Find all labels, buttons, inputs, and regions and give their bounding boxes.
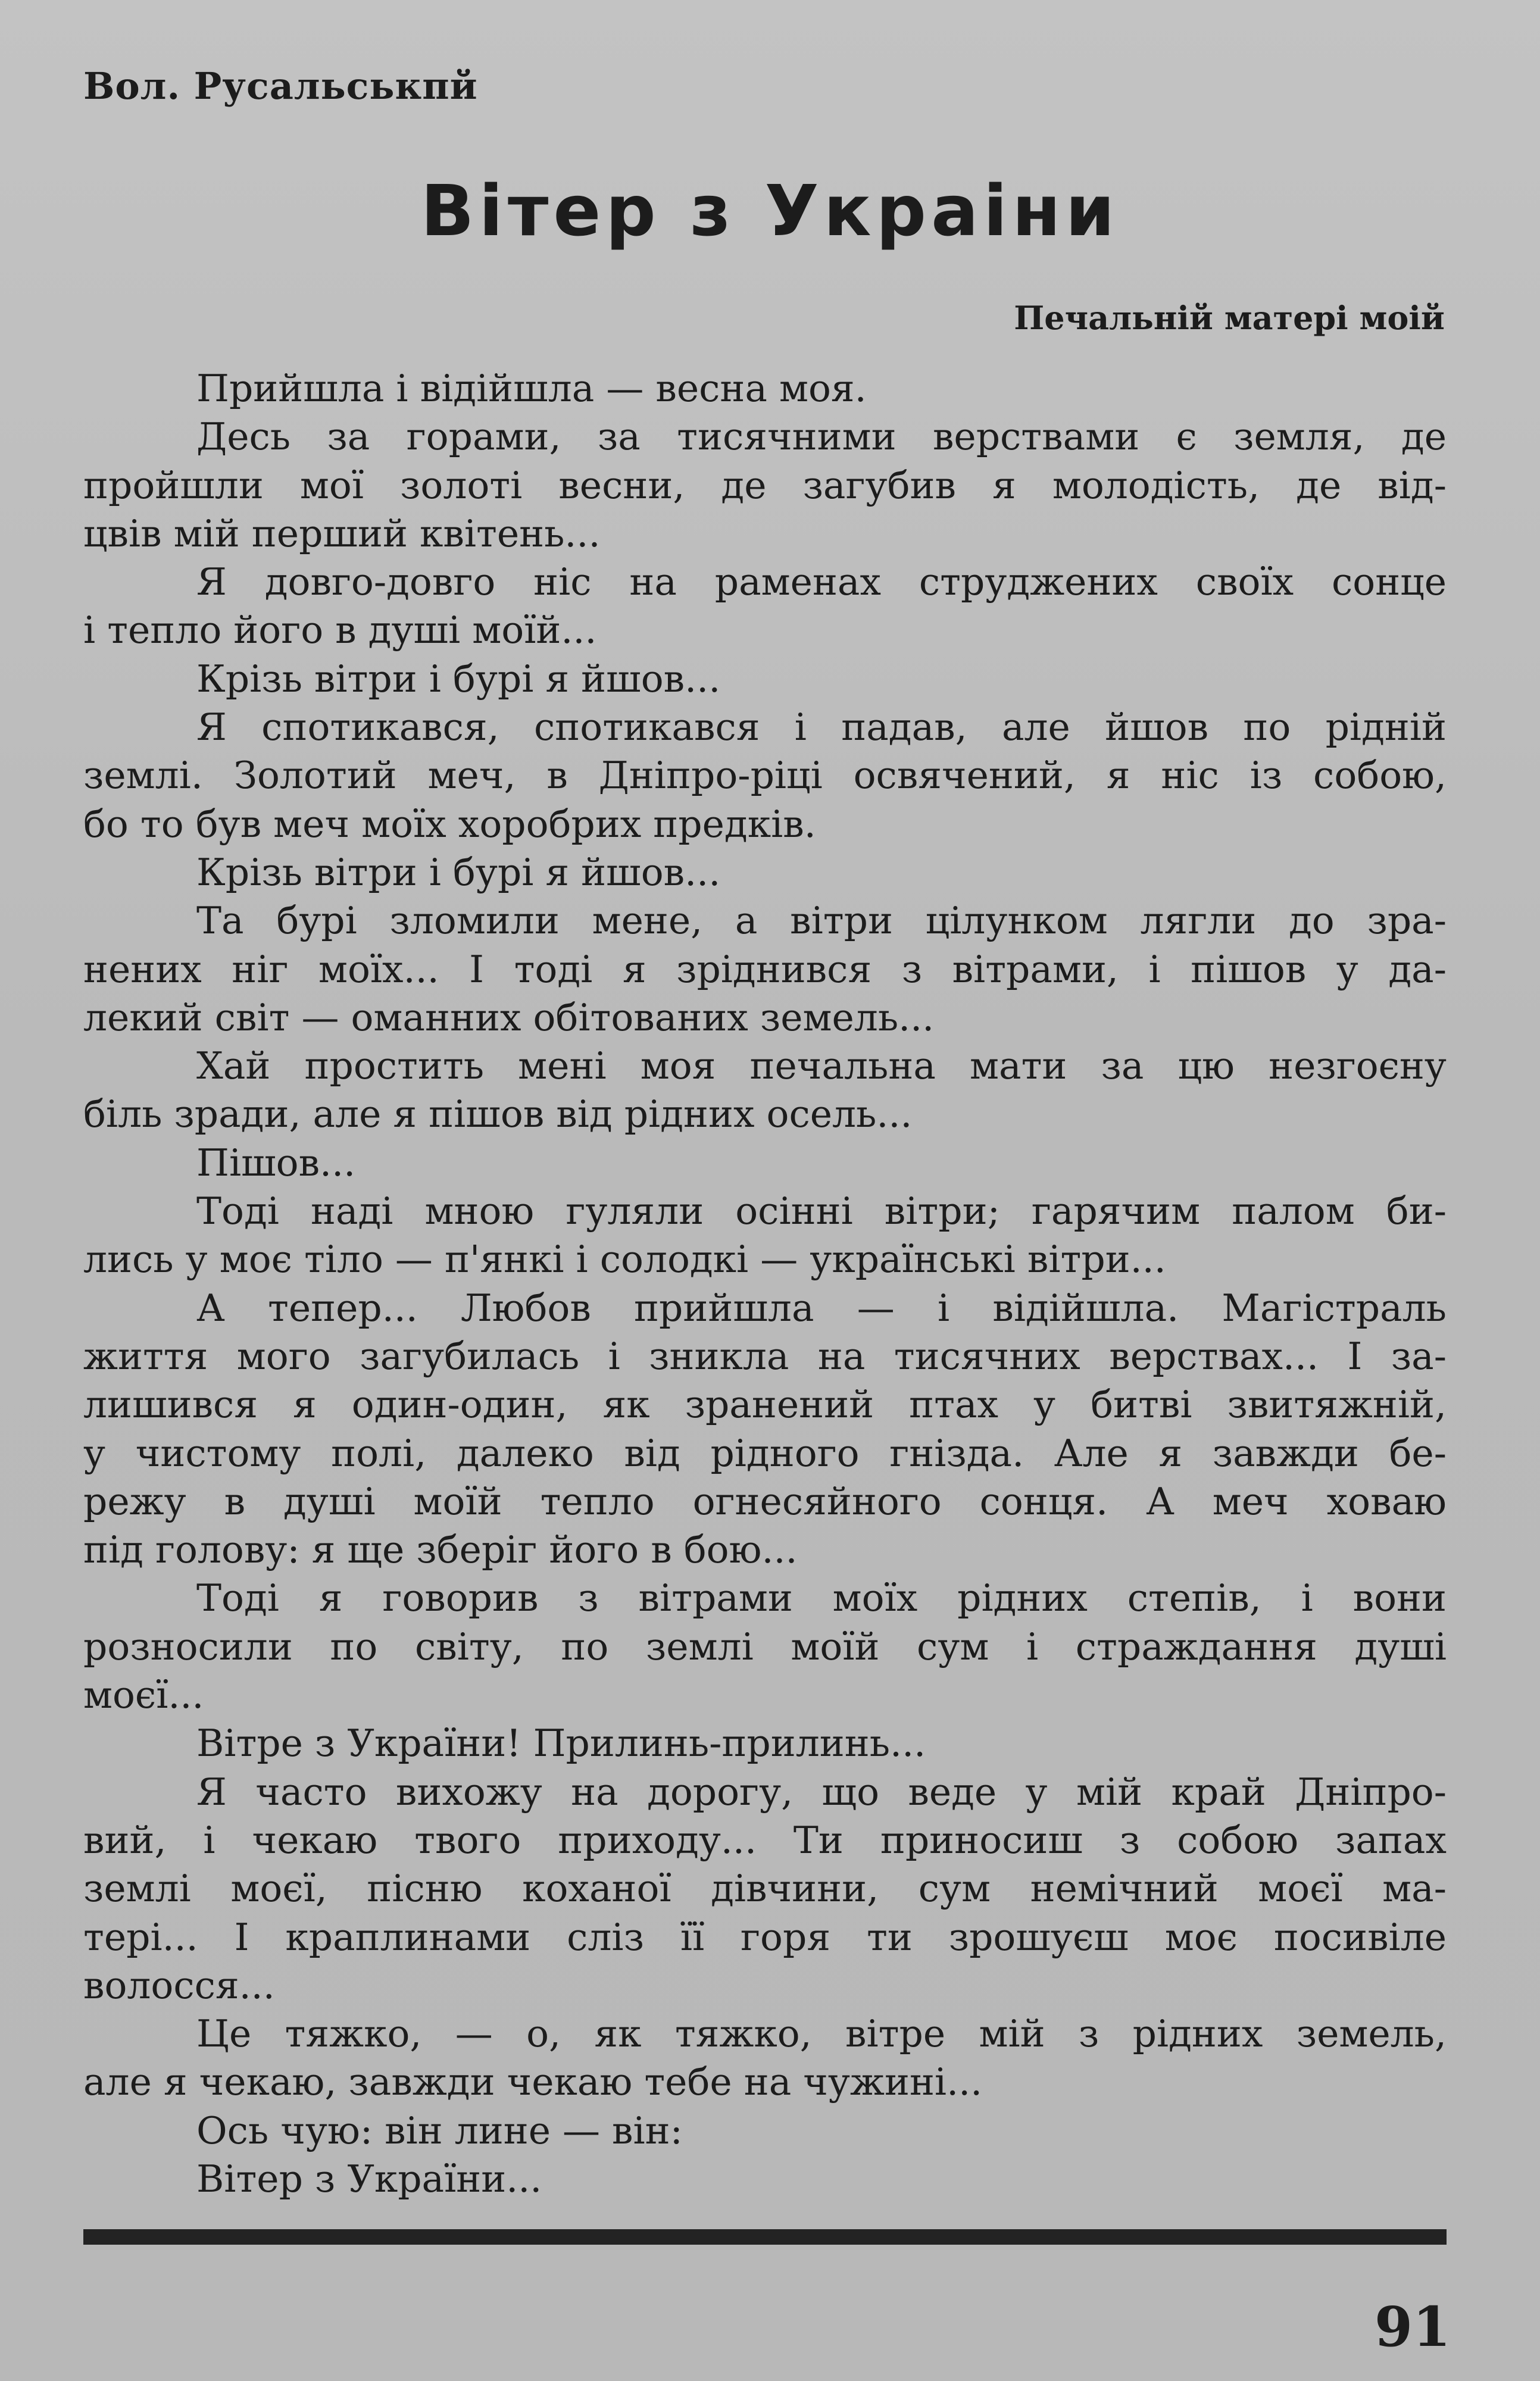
text-line: біль зради, але я пішов від рідних осель... [83,1092,913,1136]
text-line: землі моєї, пісню коханої дівчини, сум немічний моєї ма- [83,1867,1447,1911]
text-line: Вітер з України... [196,2157,542,2201]
text-line: нених ніг моїх... І тоді я зріднився з вітрами, і пішов у да- [83,947,1447,991]
text-line: Вітре з України! Прилинь-прилинь... [196,1721,926,1766]
text-line: Тоді наді мною гуляли осінні вітри; гарячим палом би- [196,1189,1447,1233]
text-line: Прийшла і відійшла — весна моя. [196,367,867,410]
text-line: Крізь вітри і бурі я йшов... [196,850,721,894]
text-line: під голову: я ще зберіг його в бою... [83,1528,798,1572]
dedication: Печальній матері моій [1014,299,1445,337]
text-line: пройшли мої золоті весни, де загубив я молодість, де від- [83,463,1447,507]
text-line: бо то був меч моїх хоробрих предків. [83,802,816,846]
text-line: тері... І краплинами сліз її горя ти зрошуєш моє посивіле [83,1915,1447,1959]
text-line: Це тяжко, — о, як тяжко, вітре мій з рідних земель, [196,2012,1447,2056]
text-line: і тепло його в душі моїй... [83,608,597,652]
text-line: але я чекаю, завжди чекаю тебе на чужині... [83,2060,983,2104]
body-text [83,364,1447,2203]
text-line: Крізь вітри і бурі я йшов... [196,657,721,701]
text-line: цвів мій перший квітень... [83,511,601,555]
page-number: 91 [1374,2295,1451,2359]
text-line: життя мого загубилась і зникла на тисячних верствах... І за- [83,1334,1447,1378]
text-line: лекий світ — оманних обітованих земель... [83,995,935,1039]
text-line: Пішов... [196,1140,356,1185]
text-line: у чистому полі, далеко від рідного гнізда. Але я завжди бе- [83,1431,1447,1475]
text-line: Я часто вихожу на дорогу, що веде у мій край Дніпро- [196,1770,1447,1814]
text-line: Ось чую: він лине — він: [196,2108,683,2152]
text-line: розносили по світу, по землі моїй сум і страждання душі [83,1624,1447,1668]
text-line: Хай простить мені моя печальна мати за цю незгоєну [196,1044,1447,1088]
text-line: землі. Золотий меч, в Дніпро-ріці освячений, я ніс із собою, [83,754,1447,798]
text-line: лись у моє тіло — п'янкі і солодкі — українські вітри... [83,1238,1166,1282]
text-line: режу в душі моїй тепло огнесяйного сонця. А меч ховаю [83,1479,1447,1523]
closing-rule [83,2229,1447,2245]
text-line: Я спотикався, спотикався і падав, але йшов по рідній [196,705,1447,749]
text-line: вий, і чекаю твого приходу... Ти приносиш з собою запах [83,1818,1447,1862]
text-line: Я довго-довго ніс на раменах струджених своїх сонце [196,560,1447,604]
text-line: Десь за горами, за тисячними верствами є земля, де [196,415,1447,459]
text-line: лишився я один-один, як зранений птах у битві звитяжній, [83,1383,1447,1427]
text-line: Тоді я говорив з вітрами моїх рідних степів, і вони [196,1576,1447,1620]
text-line: волосся... [83,1963,275,2007]
author-name: Вол. Русальськпй [83,64,478,108]
text-line: моєї... [83,1673,204,1717]
text-line: Та бурі зломили мене, а вітри цілунком лягли до зра- [196,899,1447,943]
page-title: Вітер з Украіни [420,170,1120,252]
text-line: А тепер... Любов прийшла — і відійшла. Магістраль [196,1286,1447,1330]
